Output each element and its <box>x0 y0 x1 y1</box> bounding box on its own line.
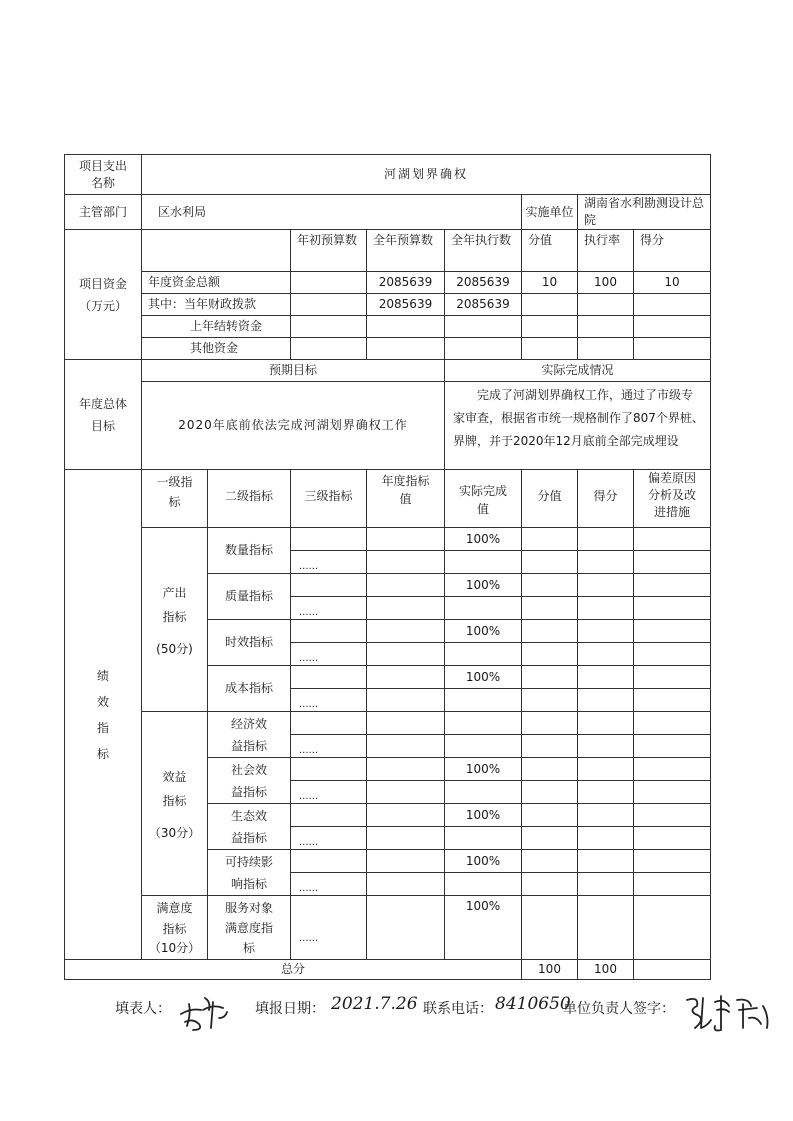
perf-more: ...... <box>291 873 367 896</box>
perf-actual: 100% <box>445 574 522 597</box>
perf-cell <box>578 781 634 804</box>
perf-cell <box>578 666 634 689</box>
impl-label: 实施单位 <box>522 195 578 230</box>
total-label: 总分 <box>65 960 522 980</box>
funds-header-blank <box>142 230 291 272</box>
perf-level3 <box>291 574 367 597</box>
filler-signature <box>175 988 233 1032</box>
perf-deviation <box>634 528 711 551</box>
perf-cell <box>578 643 634 666</box>
funds-row-score-value <box>522 338 578 360</box>
perf-cell <box>578 689 634 712</box>
perf-cell <box>367 735 445 758</box>
perf-more: ...... <box>291 597 367 620</box>
perf-header-level1: 一级指标 <box>142 470 208 528</box>
perf-group <box>142 896 208 960</box>
funds-row-executed: 2085639 <box>445 272 522 294</box>
perf-cell <box>445 551 522 574</box>
funds-row-score <box>634 316 711 338</box>
funds-row-score-value <box>522 316 578 338</box>
phone-value: 8410650 <box>495 994 571 1014</box>
perf-cell <box>522 597 578 620</box>
perf-header-annual-target: 年度指标值 <box>367 470 445 528</box>
funds-row-initial <box>291 316 367 338</box>
perf-cell <box>634 597 711 620</box>
perf-cell <box>578 896 634 960</box>
funds-row-name: 上年结转资金 <box>142 316 291 338</box>
date-value: 2021.7.26 <box>331 994 418 1014</box>
funds-row-executed <box>445 338 522 360</box>
perf-cell <box>445 643 522 666</box>
funds-row-name: 年度资金总额 <box>142 272 291 294</box>
total-deviation <box>634 960 711 980</box>
perf-annual-target <box>367 666 445 689</box>
form-footer <box>115 988 775 1048</box>
actual-goal: 完成了河湖划界确权工作，通过了市级专家审查，根据省市统一规格制作了807个界桩、界牌，并于2020年12月底前全部完成埋设 <box>445 382 711 470</box>
dept-label: 主管部门 <box>65 195 142 230</box>
funds-row-score-value <box>522 294 578 316</box>
performance-label: 绩效指标 <box>65 470 142 960</box>
perf-level3 <box>291 620 367 643</box>
perf-cell <box>578 827 634 850</box>
funds-row-executed: 2085639 <box>445 294 522 316</box>
perf-cell <box>634 850 711 873</box>
funds-row-executed <box>445 316 522 338</box>
perf-annual-target <box>367 574 445 597</box>
perf-cell <box>578 850 634 873</box>
funds-row-rate: 100 <box>578 272 634 294</box>
perf-annual-target <box>367 620 445 643</box>
perf-cell <box>522 735 578 758</box>
perf-cell <box>578 574 634 597</box>
perf-cell <box>634 643 711 666</box>
actual-goal-header: 实际完成情况 <box>445 360 711 382</box>
perf-item-name: 生态效益指标 <box>208 804 291 850</box>
filler-label: 填表人： <box>115 1001 171 1017</box>
perf-cell <box>634 735 711 758</box>
perf-actual: 100% <box>445 666 522 689</box>
perf-cell <box>367 689 445 712</box>
funds-header-rate: 执行率 <box>578 230 634 272</box>
perf-score-value <box>522 528 578 551</box>
perf-level3 <box>291 850 367 873</box>
perf-cell <box>634 551 711 574</box>
perf-more: ...... <box>291 896 367 960</box>
perf-cell <box>522 689 578 712</box>
funds-row-budget <box>367 338 445 360</box>
perf-annual-target <box>367 528 445 551</box>
perf-cell <box>367 597 445 620</box>
perf-actual: 100% <box>445 528 522 551</box>
perf-more: ...... <box>291 689 367 712</box>
perf-level3 <box>291 758 367 781</box>
perf-more: ...... <box>291 551 367 574</box>
perf-cell <box>522 827 578 850</box>
perf-cell <box>522 850 578 873</box>
perf-cell <box>522 873 578 896</box>
funds-row-score <box>634 294 711 316</box>
perf-actual: 100% <box>445 620 522 643</box>
perf-cell <box>634 712 711 735</box>
perf-annual-target <box>367 804 445 827</box>
perf-header-level3: 三级指标 <box>291 470 367 528</box>
perf-header-actual: 实际完成值 <box>445 470 522 528</box>
perf-more: ...... <box>291 781 367 804</box>
perf-cell <box>522 758 578 781</box>
funds-row-name: 其他资金 <box>142 338 291 360</box>
perf-level3 <box>291 666 367 689</box>
perf-header-level2: 二级指标 <box>208 470 291 528</box>
annual-goal-label: 年度总体目标 <box>65 360 142 470</box>
phone-label: 联系电话： <box>423 1001 493 1017</box>
perf-cell <box>634 689 711 712</box>
funds-row-budget: 2085639 <box>367 294 445 316</box>
funds-header-score-value: 分值 <box>522 230 578 272</box>
perf-cell <box>445 597 522 620</box>
perf-cell <box>522 804 578 827</box>
perf-cell <box>522 551 578 574</box>
perf-group <box>142 712 208 896</box>
perf-cell <box>522 643 578 666</box>
perf-group-score: （10分） <box>148 941 201 955</box>
perf-group-name: 满意度指标 <box>156 901 193 936</box>
perf-item-name: 可持续影响指标 <box>208 850 291 896</box>
perf-cell <box>522 712 578 735</box>
perf-cell <box>634 781 711 804</box>
date-label: 填报日期： <box>255 1001 325 1017</box>
expected-goal: 2020年底前依法完成河湖划界确权工作 <box>142 382 445 470</box>
perf-cell <box>578 551 634 574</box>
funds-row-budget: 2085639 <box>367 272 445 294</box>
funds-header-budget: 全年预算数 <box>367 230 445 272</box>
performance-evaluation-form <box>64 154 711 980</box>
funds-row-rate <box>578 294 634 316</box>
funds-header-executed: 全年执行数 <box>445 230 522 272</box>
perf-header-score-value: 分值 <box>522 470 578 528</box>
perf-cell <box>522 574 578 597</box>
perf-item-name: 服务对象满意度指标 <box>208 896 291 960</box>
perf-cell <box>367 827 445 850</box>
perf-cell <box>445 827 522 850</box>
funds-label: 项目资金（万元） <box>65 230 142 360</box>
perf-more: ...... <box>291 643 367 666</box>
perf-annual-target <box>367 758 445 781</box>
perf-annual-target <box>367 896 445 960</box>
perf-score <box>578 528 634 551</box>
perf-level3 <box>291 712 367 735</box>
perf-item-name: 质量指标 <box>208 574 291 620</box>
funds-row-score: 10 <box>634 272 711 294</box>
funds-row-score <box>634 338 711 360</box>
perf-cell <box>634 666 711 689</box>
perf-level3 <box>291 804 367 827</box>
perf-cell <box>445 873 522 896</box>
leader-label: 单位负责人签字： <box>563 1001 675 1017</box>
perf-item-name: 时效指标 <box>208 620 291 666</box>
perf-item-name: 数量指标 <box>208 528 291 574</box>
funds-header-score: 得分 <box>634 230 711 272</box>
perf-cell <box>634 620 711 643</box>
perf-group-score: （30分） <box>148 826 201 840</box>
perf-item-name: 成本指标 <box>208 666 291 712</box>
perf-actual: 100% <box>445 758 522 781</box>
perf-cell <box>578 804 634 827</box>
total-score-value: 100 <box>522 960 578 980</box>
funds-row-rate <box>578 338 634 360</box>
perf-cell <box>634 873 711 896</box>
perf-more: ...... <box>291 827 367 850</box>
total-score: 100 <box>578 960 634 980</box>
perf-group <box>142 528 208 712</box>
perf-cell <box>367 873 445 896</box>
perf-cell <box>634 758 711 781</box>
perf-group-name: 效益指标 <box>162 770 187 808</box>
perf-more: ...... <box>291 735 367 758</box>
perf-actual <box>445 712 522 735</box>
perf-cell <box>578 597 634 620</box>
perf-group-score: (50分) <box>156 642 193 656</box>
perf-cell <box>445 689 522 712</box>
perf-cell <box>578 620 634 643</box>
perf-actual: 100% <box>445 804 522 827</box>
perf-cell <box>367 643 445 666</box>
perf-annual-target <box>367 712 445 735</box>
perf-cell <box>634 896 711 960</box>
perf-level3 <box>291 528 367 551</box>
perf-cell <box>445 735 522 758</box>
funds-row-score-value: 10 <box>522 272 578 294</box>
perf-group-name: 产出指标 <box>162 586 187 624</box>
perf-cell <box>522 666 578 689</box>
perf-actual: 100% <box>445 850 522 873</box>
dept-value: 区水利局 <box>142 195 522 230</box>
funds-row-initial <box>291 272 367 294</box>
perf-cell <box>522 620 578 643</box>
funds-row-rate <box>578 316 634 338</box>
perf-actual: 100% <box>445 896 522 960</box>
perf-cell <box>578 758 634 781</box>
perf-cell <box>367 551 445 574</box>
perf-annual-target <box>367 850 445 873</box>
perf-item-name: 社会效益指标 <box>208 758 291 804</box>
perf-cell <box>367 781 445 804</box>
perf-cell <box>578 712 634 735</box>
funds-row-initial <box>291 338 367 360</box>
leader-signature <box>681 988 775 1036</box>
project-name: 河湖划界确权 <box>142 155 711 195</box>
perf-header-score: 得分 <box>578 470 634 528</box>
perf-cell <box>634 827 711 850</box>
funds-row-name: 其中：当年财政拨款 <box>142 294 291 316</box>
perf-cell <box>634 574 711 597</box>
impl-value: 湖南省水利勘测设计总院 <box>578 195 711 230</box>
perf-cell <box>578 735 634 758</box>
expected-goal-header: 预期目标 <box>142 360 445 382</box>
funds-header-initial: 年初预算数 <box>291 230 367 272</box>
perf-cell <box>578 873 634 896</box>
funds-row-initial <box>291 294 367 316</box>
perf-cell <box>634 804 711 827</box>
perf-header-deviation: 偏差原因分析及改进措施 <box>634 470 711 528</box>
funds-row-budget <box>367 316 445 338</box>
perf-item-name: 经济效益指标 <box>208 712 291 758</box>
perf-cell <box>522 781 578 804</box>
perf-cell <box>445 781 522 804</box>
perf-cell <box>522 896 578 960</box>
project-name-label: 项目支出名称 <box>65 155 142 195</box>
